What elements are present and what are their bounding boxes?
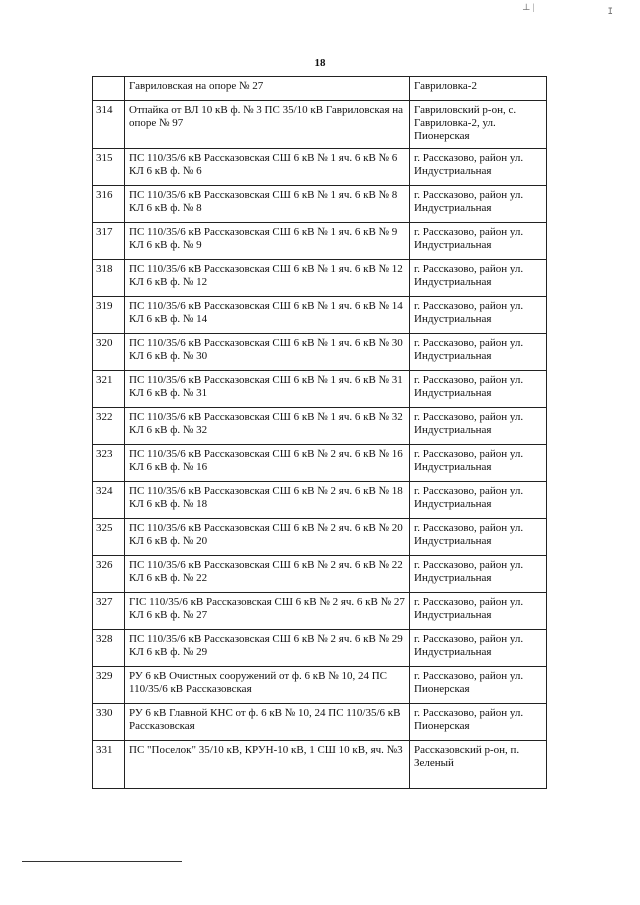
object-name: ПС 110/35/6 кВ Рассказовская СШ 6 кВ № 1 яч. 6 кВ № 32 КЛ 6 кВ ф. № 32 [125, 408, 410, 444]
object-name: ПС 110/35/6 кВ Рассказовская СШ 6 кВ № 1 яч. 6 кВ № 9 КЛ 6 кВ ф. № 9 [125, 223, 410, 259]
row-number: 326 [93, 556, 125, 592]
row-number: 320 [93, 334, 125, 370]
table-row [93, 149, 547, 186]
object-name: РУ 6 кВ Главной КНС от ф. 6 кВ № 10, 24 ПС 110/35/6 кВ Рассказовская [125, 704, 410, 740]
object-location: г. Рассказово, район ул. Индустриальная [410, 556, 547, 592]
table-row [93, 741, 547, 789]
object-location: Гавриловка-2 [410, 77, 547, 100]
row-number: 322 [93, 408, 125, 444]
table-row [93, 556, 547, 593]
object-name: ПС 110/35/6 кВ Рассказовская СШ 6 кВ № 1 яч. 6 кВ № 8 КЛ 6 кВ ф. № 8 [125, 186, 410, 222]
object-location: г. Рассказово, район ул. Индустриальная [410, 260, 547, 296]
table-row [93, 186, 547, 223]
object-location: г. Рассказово, район ул. Пионерская [410, 704, 547, 740]
object-name: ПС 110/35/6 кВ Рассказовская СШ 6 кВ № 1 яч. 6 кВ № 12 КЛ 6 кВ ф. № 12 [125, 260, 410, 296]
object-location: г. Рассказово, район ул. Индустриальная [410, 593, 547, 629]
row-number: 316 [93, 186, 125, 222]
object-location: г. Рассказово, район ул. Индустриальная [410, 297, 547, 333]
object-name: РУ 6 кВ Очистных сооружений от ф. 6 кВ № 10, 24 ПС 110/35/6 кВ Рассказовская [125, 667, 410, 703]
object-location: г. Рассказово, район ул. Пионерская [410, 667, 547, 703]
footer-rule [22, 861, 182, 862]
object-location: Гавриловский р-он, с. Гавриловка-2, ул. Пионерская [410, 101, 547, 148]
table-row [93, 223, 547, 260]
row-number: 315 [93, 149, 125, 185]
table-row [93, 334, 547, 371]
object-location: г. Рассказово, район ул. Индустриальная [410, 334, 547, 370]
scan-artifact: ⊥ | [522, 2, 535, 12]
row-number: 323 [93, 445, 125, 481]
object-location: г. Рассказово, район ул. Индустриальная [410, 482, 547, 518]
scan-artifact: ⵊ [608, 6, 613, 16]
object-location: Рассказовский р-он, п. Зеленый [410, 741, 547, 788]
object-location: г. Рассказово, район ул. Индустриальная [410, 630, 547, 666]
substation-table [92, 76, 547, 789]
table-row [93, 101, 547, 149]
object-name: ПС 110/35/6 кВ Рассказовская СШ 6 кВ № 2 яч. 6 кВ № 20 КЛ 6 кВ ф. № 20 [125, 519, 410, 555]
row-number: 325 [93, 519, 125, 555]
row-number: 327 [93, 593, 125, 629]
object-location: г. Рассказово, район ул. Индустриальная [410, 408, 547, 444]
object-location: г. Рассказово, район ул. Индустриальная [410, 186, 547, 222]
object-name: ПС 110/35/6 кВ Рассказовская СШ 6 кВ № 1 яч. 6 кВ № 30 КЛ 6 кВ ф. № 30 [125, 334, 410, 370]
table-row [93, 667, 547, 704]
row-number: 319 [93, 297, 125, 333]
row-number: 314 [93, 101, 125, 148]
page-number: 18 [314, 57, 326, 69]
object-name: ГIС 110/35/6 кВ Рассказовская СШ 6 кВ № 2 яч. 6 кВ № 27 КЛ 6 кВ ф. № 27 [125, 593, 410, 629]
object-name: ПС 110/35/6 кВ Рассказовская СШ 6 кВ № 2 яч. 6 кВ № 22 КЛ 6 кВ ф. № 22 [125, 556, 410, 592]
table-row [93, 445, 547, 482]
row-number: 324 [93, 482, 125, 518]
table-row [93, 519, 547, 556]
object-location: г. Рассказово, район ул. Индустриальная [410, 223, 547, 259]
row-number: 317 [93, 223, 125, 259]
row-number [93, 77, 125, 100]
row-number: 321 [93, 371, 125, 407]
object-name: ПС 110/35/6 кВ Рассказовская СШ 6 кВ № 2 яч. 6 кВ № 16 КЛ 6 кВ ф. № 16 [125, 445, 410, 481]
table-row [93, 408, 547, 445]
object-location: г. Рассказово, район ул. Индустриальная [410, 371, 547, 407]
table-row [93, 704, 547, 741]
object-location: г. Рассказово, район ул. Индустриальная [410, 149, 547, 185]
object-name: ПС 110/35/6 кВ Рассказовская СШ 6 кВ № 2 яч. 6 кВ № 18 КЛ 6 кВ ф. № 18 [125, 482, 410, 518]
row-number: 328 [93, 630, 125, 666]
table-row [93, 630, 547, 667]
object-name: ПС 110/35/6 кВ Рассказовская СШ 6 кВ № 2 яч. 6 кВ № 29 КЛ 6 кВ ф. № 29 [125, 630, 410, 666]
object-name: Гавриловская на опоре № 27 [125, 77, 410, 100]
row-number: 318 [93, 260, 125, 296]
table-row [93, 297, 547, 334]
row-number: 331 [93, 741, 125, 788]
object-name: ПС 110/35/6 кВ Рассказовская СШ 6 кВ № 1 яч. 6 кВ № 6 КЛ 6 кВ ф. № 6 [125, 149, 410, 185]
table-row [93, 77, 547, 101]
row-number: 330 [93, 704, 125, 740]
object-name: Отпайка от ВЛ 10 кВ ф. № 3 ПС 35/10 кВ Гавриловская на опоре № 97 [125, 101, 410, 148]
object-location: г. Рассказово, район ул. Индустриальная [410, 519, 547, 555]
row-number: 329 [93, 667, 125, 703]
object-name: ПС 110/35/6 кВ Рассказовская СШ 6 кВ № 1 яч. 6 кВ № 31 КЛ 6 кВ ф. № 31 [125, 371, 410, 407]
table-row [93, 260, 547, 297]
table-row [93, 593, 547, 630]
table-row [93, 482, 547, 519]
object-location: г. Рассказово, район ул. Индустриальная [410, 445, 547, 481]
object-name: ПС 110/35/6 кВ Рассказовская СШ 6 кВ № 1 яч. 6 кВ № 14 КЛ 6 кВ ф. № 14 [125, 297, 410, 333]
table-row [93, 371, 547, 408]
object-name: ПС "Поселок" 35/10 кВ, КРУН-10 кВ, 1 СШ 10 кВ, яч. №3 [125, 741, 410, 788]
